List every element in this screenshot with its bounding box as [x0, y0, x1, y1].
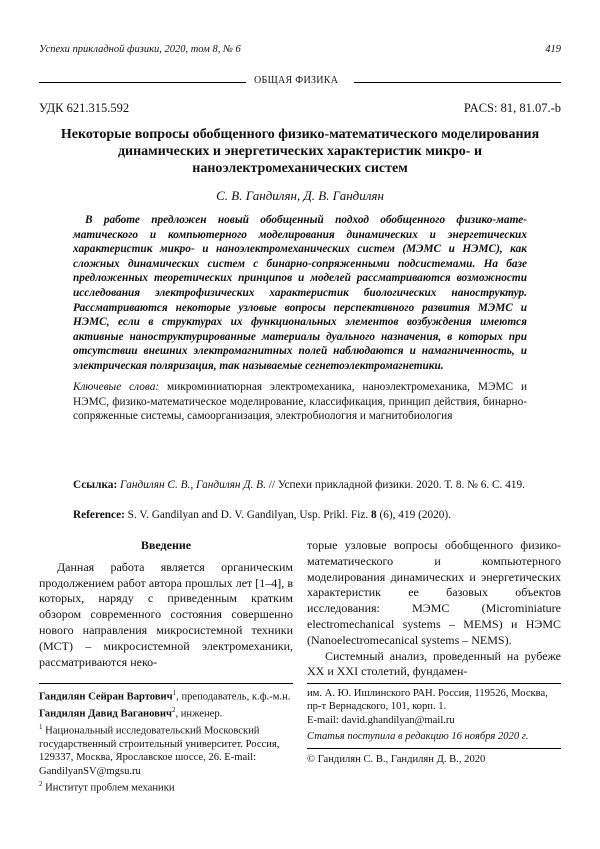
author1-sup: 1 [173, 689, 177, 697]
rubric-label: ОБЩАЯ ФИЗИКА [254, 75, 338, 86]
aff1-sup: 1 [39, 723, 43, 731]
article-authors: С. В. Гандилян, Д. В. Гандилян [0, 188, 600, 204]
rubric-rule-right [354, 82, 561, 83]
journal-header: Успехи прикладной физики, 2020, том 8, № 6 [39, 44, 241, 55]
footnote-rule-right [307, 683, 561, 684]
received-date: Статья поступила в редакцию 16 ноября 2020 г. [307, 730, 561, 743]
footnote-rule-left [39, 683, 293, 684]
keywords-text: микроминиатюрная электромеханика, наноэлектромеханика, МЭМС и НЭМС, физико-математическое моделирование, классификация, прин­цип действия, бинарно-сопряженные системы, самоорганизация, электробиоло­гия и магнитобиология [73, 381, 527, 422]
author1-name: Гандилян Сейран Вартович [39, 692, 173, 703]
aff2-sup: 2 [39, 780, 43, 788]
keywords [73, 380, 527, 424]
citation-text: // Успехи прикладной физики. 2020. Т. 8. № 6. С. 419. [266, 479, 525, 491]
author-footnotes-cont [307, 687, 561, 766]
section-heading-intro: Введение [39, 538, 293, 554]
author1-role: , преподаватель, к.ф.-м.н. [176, 692, 290, 703]
aff2-text: Институт проблем механики [43, 783, 175, 794]
email-2: E-mail: david.ghandilyan@mail.ru [307, 714, 561, 727]
author-footnotes [39, 687, 293, 795]
reference [73, 508, 527, 523]
citation-label: Ссылка: [73, 479, 117, 491]
copyright-rule [307, 748, 561, 749]
citation [73, 478, 527, 493]
reference-label: Reference: [73, 509, 125, 521]
reference-text: S. V. Gandilyan and D. V. Gandilyan, Usp. Prikl. Fiz. [125, 509, 371, 521]
abstract: В работе предложен новый обобщенный подход обобщенного физико-мате­матического и компьютерного моделирования динамических и энергетиче­ских характеристик микро- и наноэлектромеханических систем (МЭМС и НЭМС), как сложных динамических систем с бинарно-сопряженными подси­стемами. На базе предложенных теоретических принципов и моделей рас­сматриваются возможности исследования электрофизических характери­стик биологических наноструктур. Рассматриваются некоторые узловые вопросы перспективного развития МЭМС и НЭМС, если в структурах их функциональных элементов возбуждения имеются активные нанострукту­рированные материалы дуального назначения, в которых при отсутствии внешних электромагнитных полей наблюдаются и намагниченность, и электрическая поляризация, так называемые сегнетоэлектромагнетики. [73, 213, 527, 374]
author2-role: , инженер. [175, 708, 222, 719]
intro-paragraph-1: Данная работа является органическим продолжением работ автора прошлых лет [1–4], в которых, наряду с приведенным кратким обзором современного состояния совершенно нового направления микроси­стемной техники (МСТ) – микросистемной электромеханики, рассматриваются неко- [39, 560, 293, 671]
body-column-right [307, 538, 561, 680]
author2-name: Гандилян Давид Ваганович [39, 708, 172, 719]
article-title: Некоторые вопросы обобщенного физико-математического моделирования динамических и энергетических характеристик микро- и наноэлектромеханических систем [60, 126, 540, 177]
author2-note [39, 704, 293, 721]
aff1-text: Национальный исследовательский Московский государственный строительный университет. Россия, 129337, Москва, Ярославское шоссе, 26. E-mail: GandilyanSV@mgsu.ru [39, 725, 279, 776]
affiliation-2-cont: им. А. Ю. Ишлинского РАН. Россия, 119526, Москва, пр-т Вернадского, 101, корп. 1. [307, 687, 561, 714]
body-column-left [39, 538, 293, 670]
affiliation-2 [39, 778, 293, 795]
copyright: © Гандилян С. В., Гандилян Д. В., 2020 [307, 753, 561, 766]
reference-text-after: (6), 419 (2020). [377, 509, 451, 521]
udk-code: УДК 621.315.592 [39, 101, 129, 116]
keywords-label: Ключевые слова: [73, 381, 159, 393]
intro-paragraph-cont: торые узловые вопросы обобщенного физико-математического и компьютерного моделирования динамических и энергети­ческих характеристик ее базовых объектов исследования: МЭМС (Microminiature electromechanical systems – MEMS) и НЭМС (Nanoelectromecanical systems – NEMS). [307, 538, 561, 649]
author1-note [39, 687, 293, 704]
citation-authors: Гандилян С. В., Гандилян Д. В. [120, 479, 266, 491]
author2-sup: 2 [172, 706, 176, 714]
pacs-code: PACS: 81, 81.07.-b [464, 101, 561, 116]
reference-volume: 8 [371, 509, 377, 521]
affiliation-1 [39, 721, 293, 778]
rubric-rule-left [39, 82, 246, 83]
page-number: 419 [545, 44, 561, 55]
intro-paragraph-2: Системный анализ, проведенный на рубеже XX и XXI столетий, фундамен- [307, 649, 561, 681]
